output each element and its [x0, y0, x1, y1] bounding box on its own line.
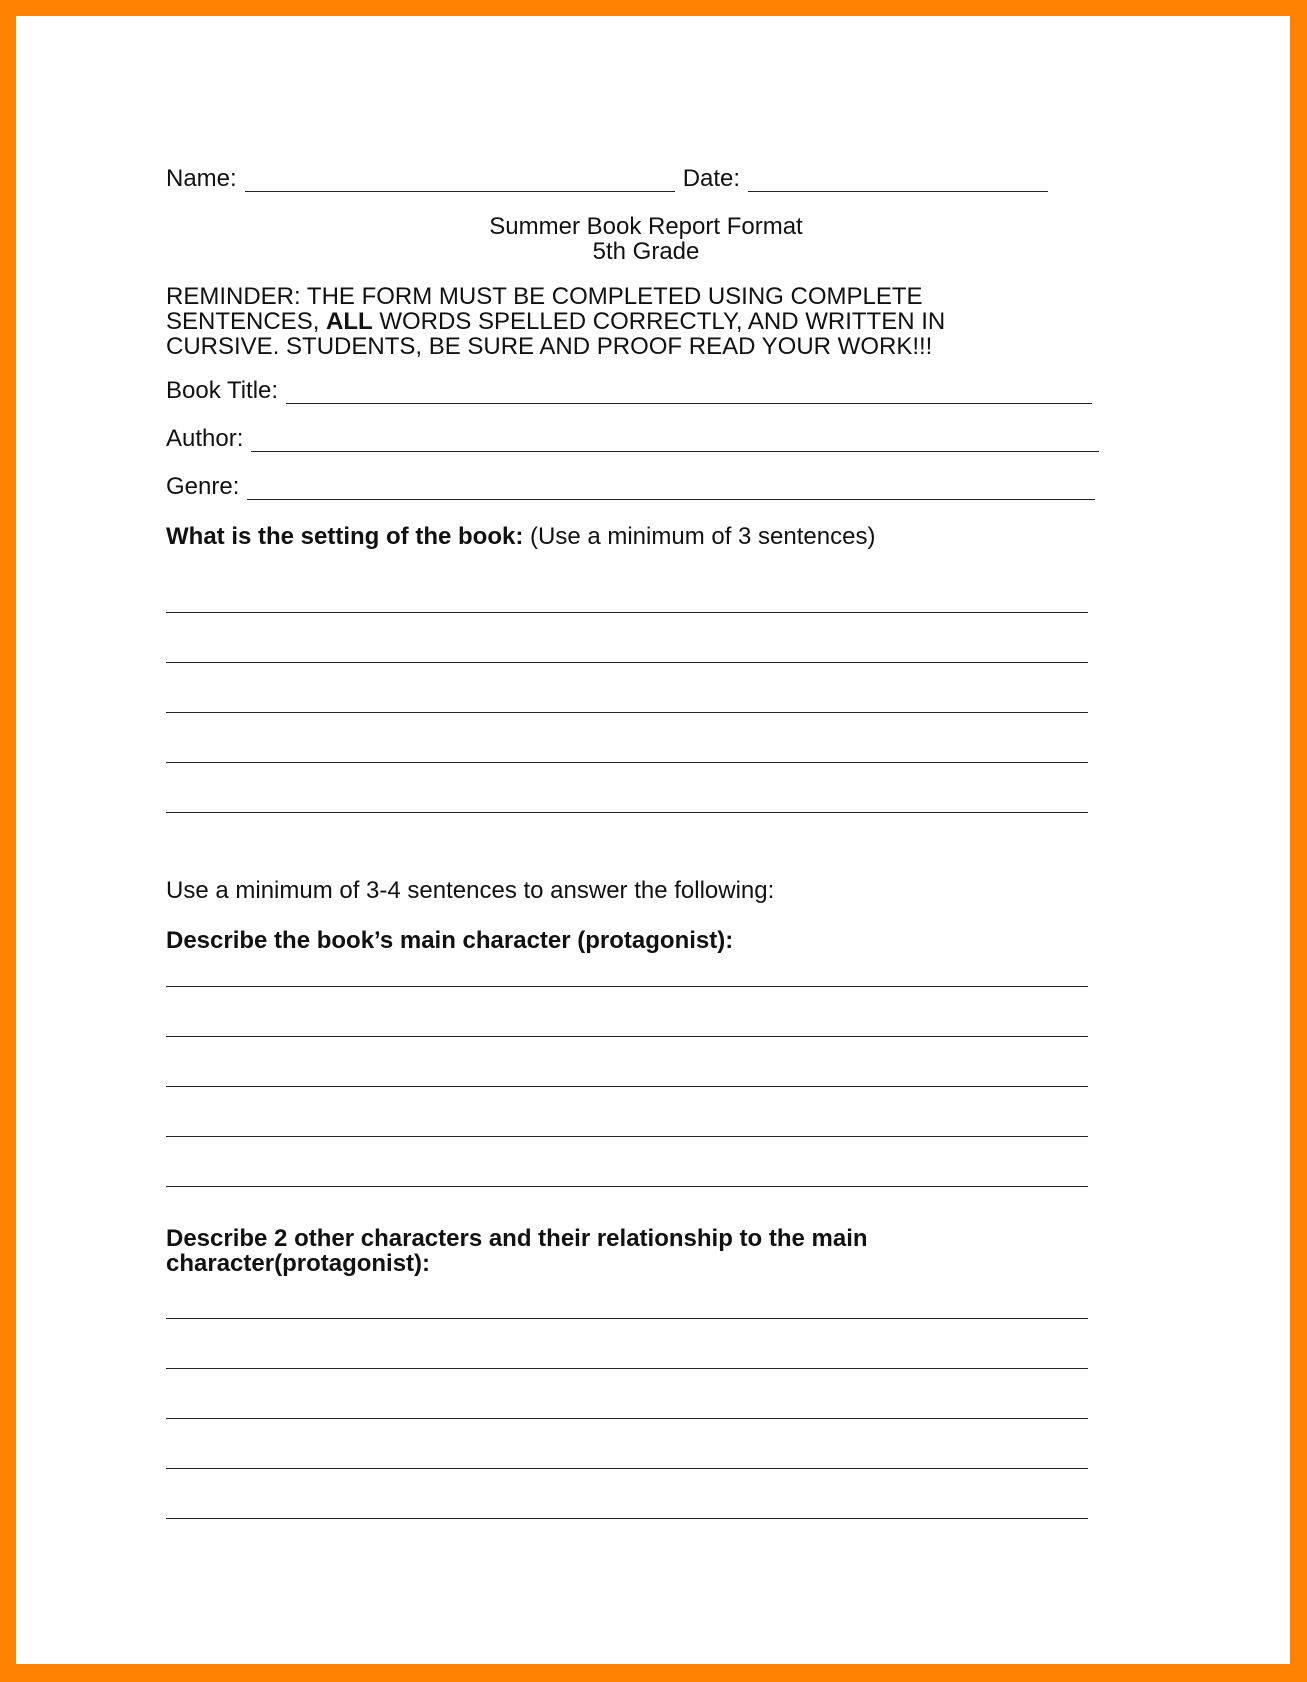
genre-field[interactable] [247, 477, 1095, 500]
reminder-emphasis: ALL [326, 308, 373, 335]
name-label: Name: [166, 165, 237, 192]
genre-label: Genre: [166, 473, 240, 500]
other-characters-answer-line-3[interactable] [166, 1418, 1088, 1419]
main-character-answer-line-4[interactable] [166, 1136, 1088, 1137]
genre-row [166, 474, 1095, 500]
reminder-line-2-end: WORDS SPELLED CORRECTLY, AND WRITTEN IN [372, 308, 946, 335]
setting-answer-line-2[interactable] [166, 662, 1088, 663]
setting-answer-line-4[interactable] [166, 762, 1088, 763]
book-title-label: Book Title: [166, 377, 279, 404]
name-date-row [166, 166, 1048, 192]
main-character-answer-line-2[interactable] [166, 1036, 1088, 1037]
other-characters-answer-line-2[interactable] [166, 1368, 1088, 1369]
title-line-2: 5th Grade [592, 238, 700, 265]
setting-question [166, 524, 875, 550]
other-characters-answer-line-4[interactable] [166, 1468, 1088, 1469]
other-characters-line-1: Describe 2 other characters and their relationship to the main [166, 1225, 868, 1252]
other-characters-question [166, 1226, 868, 1276]
reminder-line-2-start: SENTENCES, [166, 308, 327, 335]
reminder-line-2 [166, 309, 1126, 334]
main-character-question: Describe the book’s main character (protagonist): [166, 927, 734, 954]
setting-question-label: What is the setting of the book: [166, 523, 524, 550]
reminder-line-1: REMINDER: THE FORM MUST BE COMPLETED USING COMPLETE [166, 283, 923, 310]
other-characters-answer-line-5[interactable] [166, 1518, 1088, 1519]
setting-question-note: (Use a minimum of 3 sentences) [523, 523, 876, 550]
author-label: Author: [166, 425, 244, 452]
instruction-text: Use a minimum of 3-4 sentences to answer the following: [166, 877, 775, 904]
book-title-field[interactable] [286, 381, 1092, 404]
reminder-text [166, 284, 1126, 359]
setting-answer-line-5[interactable] [166, 812, 1088, 813]
title-line-1: Summer Book Report Format [489, 213, 803, 240]
main-character-answer-line-3[interactable] [166, 1086, 1088, 1087]
setting-answer-line-3[interactable] [166, 712, 1088, 713]
other-characters-line-2: character(protagonist): [166, 1250, 431, 1277]
reminder-line-3: CURSIVE. STUDENTS, BE SURE AND PROOF READ YOUR WORK!!! [166, 333, 933, 360]
main-character-answer-line-5[interactable] [166, 1186, 1088, 1187]
book-title-row [166, 378, 1092, 404]
date-field[interactable] [748, 169, 1048, 192]
author-row [166, 426, 1099, 452]
other-characters-answer-line-1[interactable] [166, 1318, 1088, 1319]
name-field[interactable] [245, 169, 675, 192]
date-label: Date: [682, 165, 741, 192]
main-character-answer-line-1[interactable] [166, 986, 1088, 987]
page-title [166, 214, 1126, 264]
worksheet-page [16, 16, 1290, 1664]
author-field[interactable] [251, 429, 1099, 452]
setting-answer-line-1[interactable] [166, 612, 1088, 613]
